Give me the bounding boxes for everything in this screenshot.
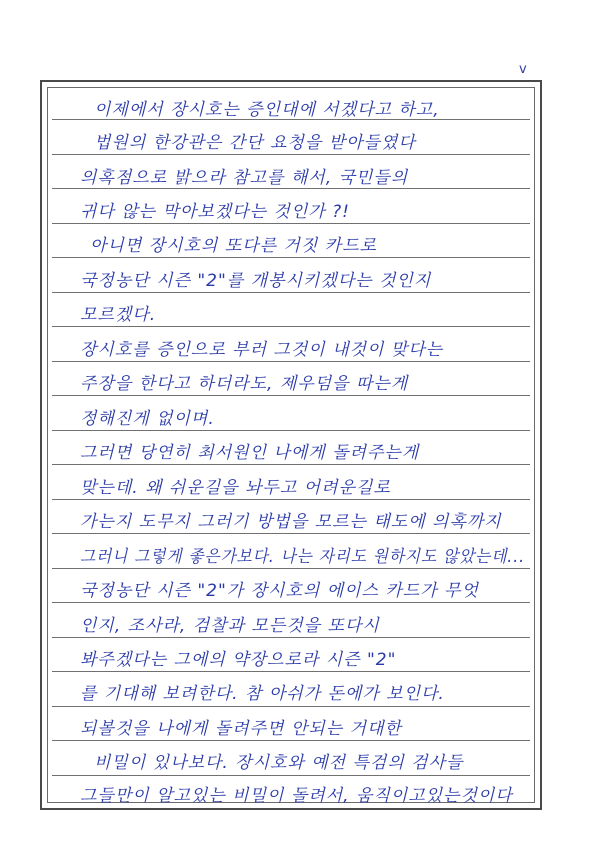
handwritten-line: 이제에서 장시호는 증인대에 서겠다고 하고, bbox=[94, 100, 440, 120]
handwritten-line: 를 기대해 보려한다. 참 아쉬가 돈에가 보인다. bbox=[80, 684, 445, 704]
handwritten-line: 그러면 당연히 최서원인 나에게 돌려주는게 bbox=[80, 443, 420, 463]
handwritten-line: 모르겠다. bbox=[80, 305, 157, 325]
handwritten-line: 국정농단 시즌 "2"를 개봉시키겠다는 것인지 bbox=[80, 271, 432, 291]
handwritten-line: 인지, 조사라, 검찰과 모든것을 또다시 bbox=[80, 616, 380, 636]
handwritten-line: 맞는데. 왜 쉬운길을 놔두고 어려운길로 bbox=[80, 478, 391, 498]
page-number-mark: v bbox=[519, 62, 527, 77]
handwritten-line: 법원의 한강관은 간단 요청을 받아들였다 bbox=[94, 133, 416, 153]
manuscript-paper bbox=[40, 80, 542, 810]
handwritten-line: 그러니 그렇게 좋은가보다. 나는 자리도 원하지도 않았는데... bbox=[80, 547, 526, 567]
handwritten-line: 귀다 않는 막아보겠다는 것인가 ?! bbox=[80, 202, 350, 222]
handwritten-line: 비밀이 있나보다. 장시호와 예전 특검의 검사들 bbox=[94, 753, 464, 773]
handwritten-line: 가는지 도무지 그러기 방법을 모르는 태도에 의혹까지 bbox=[80, 512, 502, 532]
handwritten-line: 의혹점으로 밝으라 참고를 해서, 국민들의 bbox=[80, 168, 409, 188]
handwritten-line: 봐주겠다는 그에의 약장으로라 시즌 "2" bbox=[80, 650, 397, 670]
handwritten-line: 그들만이 알고있는 비밀이 돌려서, 움직이고있는것이다 bbox=[80, 786, 513, 806]
handwritten-text-block bbox=[42, 82, 544, 812]
handwritten-line: 국정농단 시즌 "2"가 장시호의 에이스 카드가 무엇 bbox=[80, 581, 479, 601]
handwritten-line: 장시호를 증인으로 부러 그것이 내것이 맞다는 bbox=[80, 340, 444, 360]
handwritten-line: 정해진게 없이며. bbox=[80, 409, 215, 429]
handwritten-line: 되볼것을 나에게 돌려주면 안되는 거대한 bbox=[80, 719, 402, 739]
handwritten-line: 아니면 장시호의 또다른 거짓 카드로 bbox=[90, 236, 377, 256]
handwritten-line: 주장을 한다고 하더라도, 제우덤을 따는게 bbox=[80, 374, 409, 394]
